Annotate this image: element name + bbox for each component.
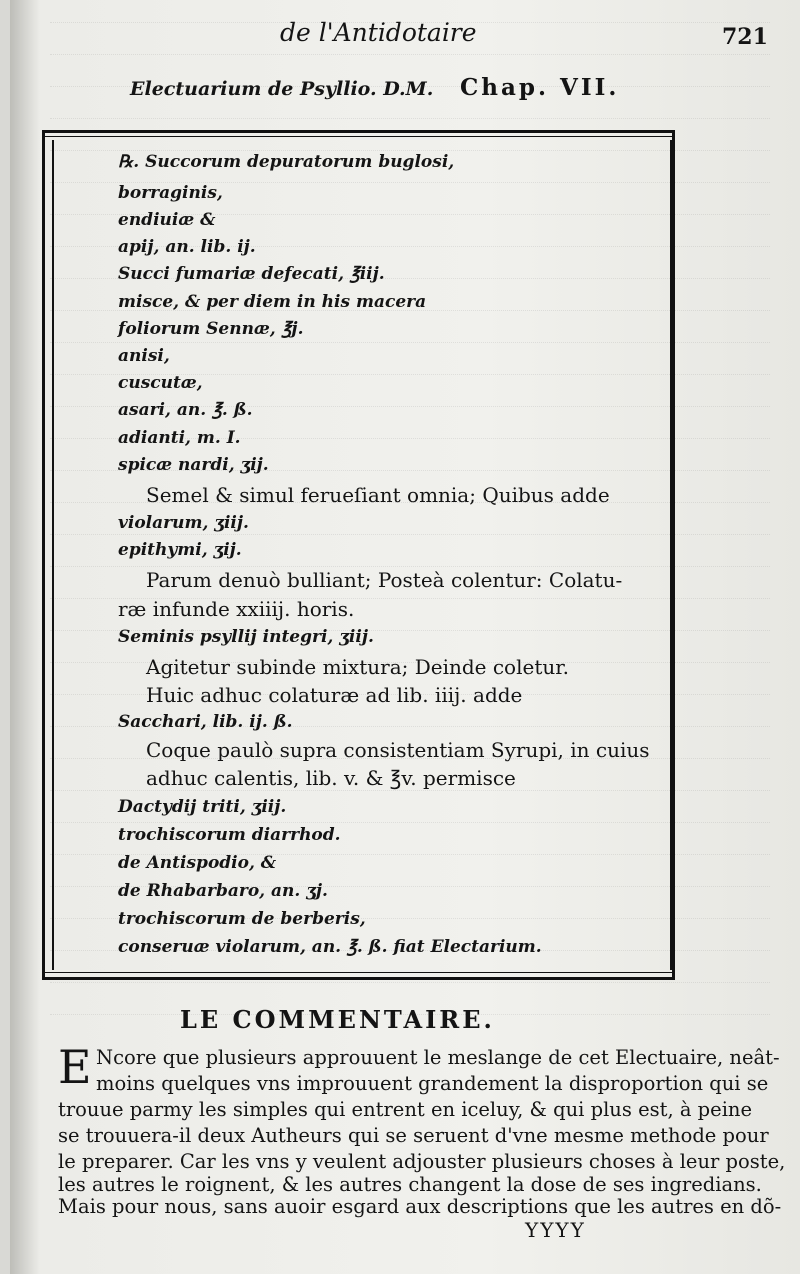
recipe-line: trochiscorum diarrhod. [118, 825, 341, 845]
page-number: 721 [722, 24, 768, 50]
recipe-line: spicæ nardi, ʒij. [118, 455, 269, 475]
recipe-line: Sacchari, lib. ij. ß. [118, 712, 293, 732]
recipe-line: de Rhabarbaro, an. ʒj. [118, 881, 328, 901]
catchword: YYYY [525, 1218, 586, 1242]
commentary-line: se trouuera-il deux Autheurs qui se seruent d'vne mesme methode pour [58, 1124, 769, 1147]
recipe-line: Dactydij triti, ʒiij. [118, 797, 287, 817]
commentary-line: Mais pour nous, sans auoir esgard aux descriptions que les autres en dõ- [58, 1195, 782, 1218]
drop-cap: E [58, 1040, 92, 1094]
recipe-instruction: ræ infunde xxiiij. horis. [118, 597, 355, 621]
recipe-line: apij, an. lib. ij. [118, 237, 256, 257]
recipe-instruction: Parum denuò bulliant; Posteà colentur: Colatu- [146, 568, 623, 592]
running-head: de l'Antidotaire [280, 18, 477, 47]
recipe-line: foliorum Sennæ, ℥j. [118, 319, 304, 339]
recipe-line: asari, an. ℥. ß. [118, 400, 253, 420]
chapter-title: Electuarium de Psyllio. D.M. [130, 78, 434, 100]
frame-top-rule [42, 136, 675, 137]
recipe-line: misce, & per diem in his macera [118, 292, 427, 312]
chapter-number: Chap. VII. [460, 74, 620, 101]
recipe-instruction: Coque paulò supra consistentiam Syrupi, in cuius [146, 738, 650, 762]
recipe-line: adianti, m. I. [118, 428, 241, 448]
commentary-line: Ncore que plusieurs approuuent le meslange de cet Electuaire, neât- [96, 1046, 780, 1069]
recipe-line: de Antispodio, & [118, 853, 277, 873]
recipe-line: epithymi, ʒij. [118, 540, 242, 560]
recipe-line: endiuiæ & [118, 210, 216, 230]
recipe-instruction: Semel & simul ferueſiant omnia; Quibus adde [146, 483, 610, 507]
recipe-line: anisi, [118, 346, 170, 366]
recipe-instruction: Huic adhuc colaturæ ad lib. iiij. adde [146, 683, 523, 707]
recipe-line: borraginis, [118, 183, 223, 203]
recipe-line: cuscutæ, [118, 373, 203, 393]
recipe-line: Seminis psyllij integri, ʒiij. [118, 627, 374, 647]
commentary-line: trouue parmy les simples qui entrent en iceluy, & qui plus est, à peine [58, 1098, 753, 1121]
commentary-heading: LE COMMENTAIRE. [180, 1005, 495, 1034]
commentary-line: le preparer. Car les vns y veulent adjouster plusieurs choses à leur poste, [58, 1150, 786, 1173]
recipe-line: violarum, ʒiij. [118, 513, 249, 533]
recipe-line: trochiscorum de berberis, [118, 909, 366, 929]
frame-bottom-rule [42, 972, 675, 973]
recipe-instruction: Agitetur subinde mixtura; Deinde coletur. [146, 655, 569, 679]
recipe-line: conseruæ violarum, an. ℥. ß. fiat Electarium. [118, 937, 542, 957]
commentary-line: moins quelques vns improuuent grandement la disproportion qui se [96, 1072, 769, 1095]
recipe-line: ℞. Succorum depuratorum buglosi, [118, 152, 455, 172]
recipe-line: Succi fumariæ defecati, ℥iij. [118, 264, 385, 284]
commentary-line: les autres le roignent, & les autres changent la dose de ses ingredians. [58, 1173, 762, 1196]
recipe-instruction: adhuc calentis, lib. v. & ℥v. permisce [146, 766, 516, 790]
